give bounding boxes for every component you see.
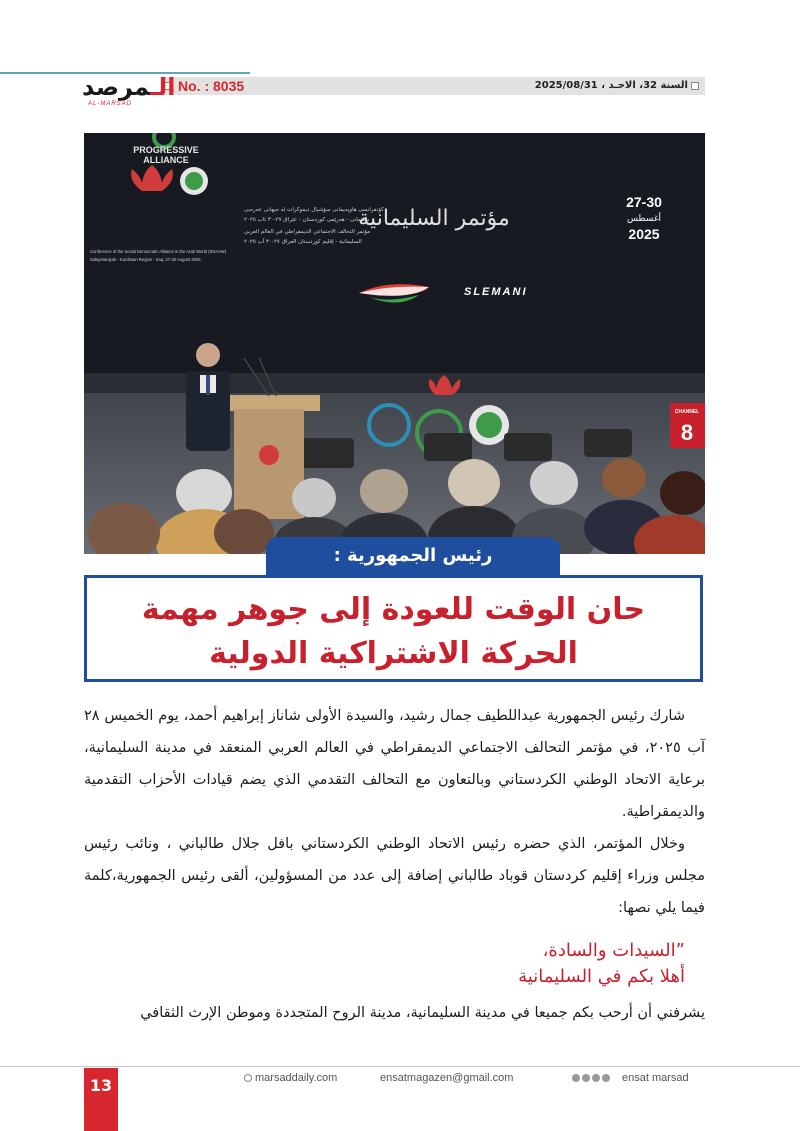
screen-date-range: 27-30 — [626, 194, 662, 210]
screen-month: أغسطس — [626, 214, 662, 224]
screen-text-4: السليمانية - إقليم كوردستان العراق ٢٧-٣٠ آب ٢٠٢٥ — [244, 239, 362, 245]
logo-black-part: مرصد — [82, 73, 151, 101]
alliance-label-2: ALLIANCE — [143, 155, 189, 165]
issue-number: No. : 8035 — [178, 78, 245, 94]
headline-line-2: الحركة الاشتراكية الدولية — [209, 636, 578, 671]
headline-box — [84, 575, 703, 682]
footer-website[interactable] — [244, 1072, 337, 1084]
paragraph-2: وخلال المؤتمر، الذي حضره رئيس الاتحاد الوطني الكردستاني بافل جلال طالباني ، ونائب رئيس مجلس وزراء إقليم كردستان قوباد طالباني إضافة إلى عدد من المسؤولين، ألقى رئيس الجمهورية،كلمة فيما يلي نصها: — [84, 836, 705, 916]
conference-photo — [84, 133, 705, 554]
logo-red-part: الـ — [150, 73, 176, 101]
screen-text-6: Sulaymaniyah - Kurdistan Region - Iraq, 27-30 August 2025 — [90, 257, 201, 262]
website-text[interactable]: marsaddaily.com — [255, 1072, 338, 1084]
facebook-icon[interactable] — [572, 1074, 580, 1082]
globe-icon — [244, 1074, 252, 1082]
footer-rule — [0, 1066, 800, 1067]
footer-handle: ensat marsad — [622, 1072, 689, 1084]
screen-city-name: SLEMANI — [464, 286, 528, 298]
screen-text-1: كۆنفرانسی هاوپەیمانی سۆشیال دیموکرات لە جیهانی عەرەبی — [244, 207, 384, 213]
paragraph-1: شارك رئيس الجمهورية عبداللطيف جمال رشيد، والسيدة الأولى شاناز إبراهيم أحمد، يوم الخميس ٢٨ آب ٢٠٢٥، في مؤتمر التحالف الاجتماعي الديمقراطي في العالم العربي المنعقد في مدينة السليمانية، برعاية الاتحاد الوطني الكردستاني وبالتعاون مع التحالف التقدمي الذي يضم قيادات الأحزاب التقدمية والديمقراطية. — [84, 708, 706, 820]
paragraph-3: يشرفني أن أرحب بكم جميعا في مدينة السليمانية، مدينة الروح المتجددة وموطن الإرث الثقافي — [140, 1005, 705, 1021]
speech-quote — [518, 938, 685, 990]
channel-number: 8 — [680, 420, 694, 445]
youtube-icon[interactable] — [602, 1074, 610, 1082]
footer-email[interactable]: ensatmagazen@gmail.com — [380, 1072, 514, 1084]
page-number: 13 — [84, 1068, 118, 1131]
podium-top — [220, 395, 320, 411]
twitter-icon[interactable] — [582, 1074, 590, 1082]
screen-year: 2025 — [628, 226, 660, 242]
conference-photo-illustration — [84, 133, 705, 554]
screen-text-3: مؤتمر التحالف الاجتماعي الديمقراطي في العالم العربي — [244, 229, 371, 235]
social-icons — [572, 1074, 610, 1082]
channel-label: CHANNEL — [674, 409, 700, 415]
screen-conference-title: مؤتمر السليمانية — [358, 206, 510, 231]
screen-text-2: سلێمانی - هەرێمی کوردستان - عێراق ٢٧-٣٠ ئاب ٢٠٢٥ — [244, 217, 370, 223]
screen-text-5: Conference of the Social Democratic Alliance in the Arab World (SDAAW) — [90, 249, 227, 254]
logo-subtitle: AL-MARSAD — [88, 101, 133, 107]
alliance-label-1: PROGRESSIVE — [133, 145, 199, 155]
quote-line-2: أهلا بكم في السليمانية — [518, 966, 685, 987]
publication-logo — [82, 73, 176, 107]
instagram-icon[interactable] — [592, 1074, 600, 1082]
quote-line-1: ”السيدات والسادة، — [542, 940, 685, 961]
article-body — [84, 700, 705, 924]
article-kicker: رئيس الجمهورية : — [266, 537, 560, 575]
headline-line-1: حان الوقت للعودة إلى جوهر مهمة — [141, 592, 646, 627]
date-line: السنة 32، الاحـد ، 2025/08/31 — [534, 80, 688, 91]
logo-wordmark — [82, 73, 176, 101]
article-headline — [87, 588, 700, 676]
date-square-icon — [691, 82, 699, 90]
